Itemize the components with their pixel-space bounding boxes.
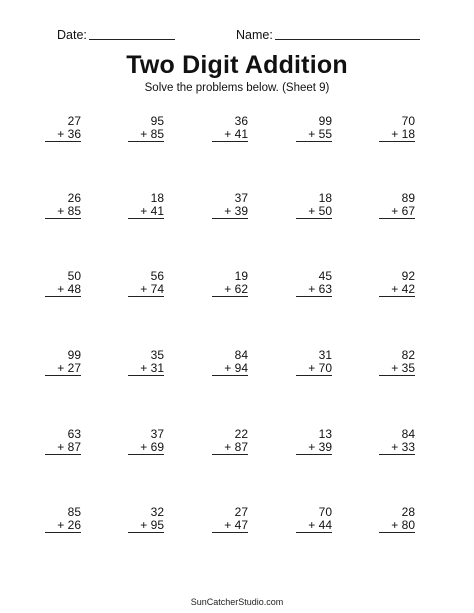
plus-operator: + — [224, 126, 232, 141]
problem-top-number: 18 — [150, 191, 164, 205]
plus-operator: + — [57, 439, 65, 454]
problem-bottom-number: 50 — [318, 203, 332, 218]
problem-bottom-line — [128, 128, 164, 141]
addition-problem — [212, 192, 248, 219]
addition-problem — [296, 349, 332, 376]
plus-operator: + — [308, 203, 316, 218]
problem-top-number: 99 — [318, 114, 332, 128]
answer-line — [296, 375, 332, 376]
problem-top-number: 32 — [150, 505, 164, 519]
addition-problem — [379, 270, 415, 297]
answer-line — [212, 454, 248, 455]
addition-problem — [128, 192, 164, 219]
answer-line — [45, 454, 81, 455]
addition-problem — [128, 115, 164, 142]
problem-bottom-line — [128, 283, 164, 296]
problem-top-number: 13 — [318, 427, 332, 441]
problem-bottom-line — [296, 441, 332, 454]
problem-bottom-number: 63 — [318, 281, 332, 296]
plus-operator: + — [140, 439, 148, 454]
addition-problem — [128, 428, 164, 455]
problem-top-number: 31 — [318, 348, 332, 362]
answer-line — [212, 532, 248, 533]
plus-operator: + — [140, 517, 148, 532]
addition-problem — [45, 428, 81, 455]
addition-problem — [212, 270, 248, 297]
problem-bottom-line — [128, 362, 164, 375]
problem-top-number: 19 — [234, 269, 248, 283]
plus-operator: + — [391, 281, 399, 296]
addition-problem — [379, 349, 415, 376]
addition-problem — [45, 349, 81, 376]
problem-bottom-line — [45, 128, 81, 141]
problem-top-number: 22 — [234, 427, 248, 441]
problem-bottom-number: 80 — [401, 517, 415, 532]
plus-operator: + — [57, 203, 65, 218]
plus-operator: + — [391, 360, 399, 375]
problem-bottom-line — [212, 519, 248, 532]
answer-line — [128, 454, 164, 455]
answer-line — [379, 375, 415, 376]
answer-line — [128, 375, 164, 376]
answer-line — [296, 296, 332, 297]
problem-bottom-line — [45, 519, 81, 532]
plus-operator: + — [391, 517, 399, 532]
problem-bottom-number: 44 — [318, 517, 332, 532]
problem-bottom-number: 36 — [67, 126, 81, 141]
problem-top-number: 56 — [150, 269, 164, 283]
problem-top-number: 18 — [318, 191, 332, 205]
problem-bottom-number: 94 — [234, 360, 248, 375]
answer-line — [128, 141, 164, 142]
addition-problem — [45, 270, 81, 297]
plus-operator: + — [57, 360, 65, 375]
plus-operator: + — [224, 439, 232, 454]
addition-problem — [296, 192, 332, 219]
problem-bottom-number: 35 — [401, 360, 415, 375]
problem-top-number: 84 — [234, 348, 248, 362]
worksheet-title: Two Digit Addition — [126, 51, 348, 79]
plus-operator: + — [57, 126, 65, 141]
addition-problem — [296, 428, 332, 455]
answer-line — [45, 141, 81, 142]
plus-operator: + — [140, 203, 148, 218]
problem-bottom-number: 74 — [150, 281, 164, 296]
problem-bottom-line — [379, 283, 415, 296]
problem-bottom-line — [45, 283, 81, 296]
problem-bottom-number: 85 — [150, 126, 164, 141]
problem-top-number: 70 — [318, 505, 332, 519]
answer-line — [379, 454, 415, 455]
problem-bottom-line — [296, 205, 332, 218]
plus-operator: + — [308, 517, 316, 532]
addition-problem — [379, 506, 415, 533]
addition-problem — [45, 192, 81, 219]
problem-top-number: 27 — [67, 114, 81, 128]
problem-bottom-line — [45, 362, 81, 375]
problem-top-number: 95 — [150, 114, 164, 128]
problem-top-number: 92 — [401, 269, 415, 283]
addition-problem — [45, 506, 81, 533]
problem-bottom-line — [379, 362, 415, 375]
problem-bottom-number: 47 — [234, 517, 248, 532]
answer-line — [128, 218, 164, 219]
problem-bottom-line — [212, 205, 248, 218]
problem-bottom-number: 48 — [67, 281, 81, 296]
addition-problem — [212, 115, 248, 142]
problem-bottom-number: 69 — [150, 439, 164, 454]
answer-line — [379, 218, 415, 219]
answer-line — [212, 375, 248, 376]
plus-operator: + — [308, 281, 316, 296]
problem-bottom-line — [379, 519, 415, 532]
problem-top-number: 70 — [401, 114, 415, 128]
problem-bottom-number: 85 — [67, 203, 81, 218]
plus-operator: + — [57, 517, 65, 532]
date-field[interactable] — [57, 26, 175, 42]
problem-bottom-line — [128, 205, 164, 218]
answer-line — [128, 296, 164, 297]
answer-line — [45, 218, 81, 219]
name-label: Name: — [236, 28, 273, 42]
problem-bottom-line — [296, 519, 332, 532]
problem-bottom-number: 41 — [150, 203, 164, 218]
problem-top-number: 35 — [150, 348, 164, 362]
name-line[interactable] — [275, 39, 420, 40]
problem-bottom-number: 42 — [401, 281, 415, 296]
problem-bottom-line — [45, 441, 81, 454]
problem-top-number: 89 — [401, 191, 415, 205]
answer-line — [296, 532, 332, 533]
answer-line — [296, 218, 332, 219]
problem-top-number: 82 — [401, 348, 415, 362]
answer-line — [296, 454, 332, 455]
plus-operator: + — [224, 517, 232, 532]
problem-bottom-line — [212, 362, 248, 375]
date-label: Date: — [57, 28, 87, 42]
plus-operator: + — [391, 439, 399, 454]
plus-operator: + — [224, 203, 232, 218]
plus-operator: + — [391, 126, 399, 141]
problem-top-number: 85 — [67, 505, 81, 519]
problem-bottom-number: 62 — [234, 281, 248, 296]
problem-top-number: 84 — [401, 427, 415, 441]
answer-line — [212, 296, 248, 297]
plus-operator: + — [140, 281, 148, 296]
problem-top-number: 26 — [67, 191, 81, 205]
plus-operator: + — [308, 439, 316, 454]
addition-problem — [296, 506, 332, 533]
answer-line — [212, 218, 248, 219]
problem-bottom-line — [379, 128, 415, 141]
problem-bottom-line — [296, 128, 332, 141]
problem-bottom-line — [296, 362, 332, 375]
problem-bottom-number: 67 — [401, 203, 415, 218]
problem-bottom-number: 87 — [67, 439, 81, 454]
problem-bottom-line — [296, 283, 332, 296]
plus-operator: + — [140, 126, 148, 141]
answer-line — [379, 532, 415, 533]
problem-top-number: 63 — [67, 427, 81, 441]
addition-problem — [128, 270, 164, 297]
answer-line — [379, 141, 415, 142]
answer-line — [45, 296, 81, 297]
addition-problem — [128, 349, 164, 376]
addition-problem — [212, 349, 248, 376]
answer-line — [212, 141, 248, 142]
problem-bottom-number: 27 — [67, 360, 81, 375]
answer-line — [45, 375, 81, 376]
problem-bottom-number: 18 — [401, 126, 415, 141]
addition-problem — [296, 270, 332, 297]
addition-problem — [212, 506, 248, 533]
addition-problem — [212, 428, 248, 455]
problem-top-number: 37 — [234, 191, 248, 205]
problem-top-number: 45 — [318, 269, 332, 283]
problem-top-number: 27 — [234, 505, 248, 519]
plus-operator: + — [224, 360, 232, 375]
addition-problem — [296, 115, 332, 142]
problem-bottom-number: 39 — [318, 439, 332, 454]
problem-bottom-number: 87 — [234, 439, 248, 454]
worksheet-subtitle: Solve the problems below. (Sheet 9) — [144, 82, 330, 94]
problem-bottom-number: 39 — [234, 203, 248, 218]
problem-bottom-line — [212, 283, 248, 296]
footer-credit: SunCatcherStudio.com — [190, 597, 284, 607]
problem-top-number: 28 — [401, 505, 415, 519]
problem-bottom-number: 26 — [67, 517, 81, 532]
problem-top-number: 50 — [67, 269, 81, 283]
problem-bottom-line — [212, 128, 248, 141]
problem-bottom-line — [379, 205, 415, 218]
problem-bottom-line — [45, 205, 81, 218]
problem-top-number: 36 — [234, 114, 248, 128]
addition-problem — [45, 115, 81, 142]
plus-operator: + — [140, 360, 148, 375]
date-line[interactable] — [89, 39, 175, 40]
problem-top-number: 99 — [67, 348, 81, 362]
problem-bottom-line — [379, 441, 415, 454]
problem-bottom-number: 31 — [150, 360, 164, 375]
answer-line — [296, 141, 332, 142]
problem-top-number: 37 — [150, 427, 164, 441]
problem-bottom-line — [212, 441, 248, 454]
problem-bottom-number: 33 — [401, 439, 415, 454]
problem-bottom-number: 41 — [234, 126, 248, 141]
problem-bottom-line — [128, 519, 164, 532]
addition-problem — [379, 115, 415, 142]
addition-problem — [379, 192, 415, 219]
plus-operator: + — [308, 360, 316, 375]
problem-bottom-number: 70 — [318, 360, 332, 375]
answer-line — [45, 532, 81, 533]
plus-operator: + — [308, 126, 316, 141]
answer-line — [128, 532, 164, 533]
plus-operator: + — [224, 281, 232, 296]
addition-problem — [128, 506, 164, 533]
plus-operator: + — [57, 281, 65, 296]
problem-bottom-line — [128, 441, 164, 454]
name-field[interactable] — [236, 26, 420, 42]
problem-bottom-number: 95 — [150, 517, 164, 532]
problem-bottom-number: 55 — [318, 126, 332, 141]
addition-problem — [379, 428, 415, 455]
plus-operator: + — [391, 203, 399, 218]
answer-line — [379, 296, 415, 297]
